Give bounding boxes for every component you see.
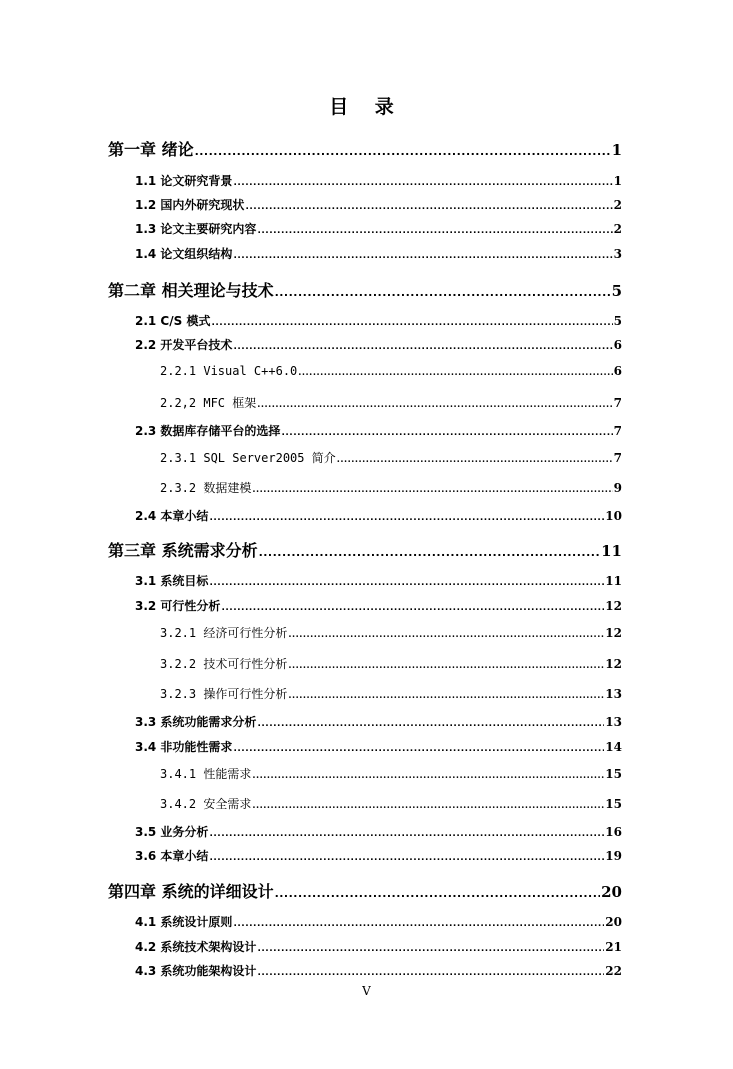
toc-entry-section-1-1[interactable] xyxy=(135,172,622,189)
dot-leader xyxy=(257,940,604,954)
dot-leader xyxy=(252,481,612,495)
toc-entry-label: 4.1 系统设计原则 xyxy=(135,915,233,929)
toc-entry-section-1-2[interactable] xyxy=(135,196,622,213)
toc-entry-label: 3.2 可行性分析 xyxy=(135,599,221,613)
toc-entry-page: 13 xyxy=(605,687,622,701)
toc-entry-section-3-2[interactable] xyxy=(135,597,622,614)
dot-leader xyxy=(209,574,604,588)
toc-entry-chapter-1[interactable] xyxy=(108,137,622,160)
toc-entry-sub-3-2-1[interactable] xyxy=(160,624,622,641)
toc-entry-page: 3 xyxy=(613,247,622,261)
dot-leader xyxy=(209,849,604,863)
dot-leader xyxy=(195,140,611,159)
toc-entry-label: 3.5 业务分析 xyxy=(135,825,209,839)
toc-entry-page: 7 xyxy=(613,424,622,438)
toc-entry-page: 12 xyxy=(605,657,622,671)
toc-entry-page: 6 xyxy=(613,338,622,352)
toc-entry-section-4-3[interactable] xyxy=(135,962,622,979)
toc-entry-page: 9 xyxy=(613,481,622,495)
toc-entry-label: 3.2.2 技术可行性分析 xyxy=(160,657,288,671)
toc-entry-page: 15 xyxy=(605,797,622,811)
toc-entry-page: 22 xyxy=(605,964,622,978)
toc-entry-page: 2 xyxy=(613,198,622,212)
dot-leader xyxy=(288,626,604,640)
toc-entry-page: 12 xyxy=(605,599,622,613)
dot-leader xyxy=(298,364,612,378)
toc-entry-page: 10 xyxy=(605,509,622,523)
dot-leader xyxy=(233,915,604,929)
toc-entry-page: 2 xyxy=(613,222,622,236)
toc-entry-page: 12 xyxy=(605,626,622,640)
toc-entry-chapter-2[interactable] xyxy=(108,278,622,301)
toc-entry-section-2-3[interactable] xyxy=(135,422,622,439)
dot-leader xyxy=(211,314,612,328)
toc-entry-section-1-4[interactable] xyxy=(135,245,622,262)
toc-entry-label: 4.2 系统技术架构设计 xyxy=(135,940,257,954)
toc-entry-section-3-4[interactable] xyxy=(135,738,622,755)
toc-entry-label: 2.4 本章小结 xyxy=(135,509,209,523)
toc-entry-sub-2-2-1[interactable] xyxy=(160,364,622,378)
toc-entry-page: 13 xyxy=(605,715,622,729)
page-number: V xyxy=(362,984,371,998)
dot-leader xyxy=(257,964,604,978)
toc-entry-page: 19 xyxy=(605,849,622,863)
toc-entry-label: 1.3 论文主要研究内容 xyxy=(135,222,257,236)
toc-entry-page: 15 xyxy=(605,767,622,781)
toc-entry-page: 5 xyxy=(613,314,622,328)
toc-entry-section-4-2[interactable] xyxy=(135,938,622,955)
toc-entry-page: 7 xyxy=(613,451,622,465)
dot-leader xyxy=(337,451,613,465)
toc-entry-label: 3.4.1 性能需求 xyxy=(160,767,252,781)
toc-entry-section-3-5[interactable] xyxy=(135,823,622,840)
toc-entry-section-2-1[interactable] xyxy=(135,312,622,329)
toc-entry-label: 2.3.1 SQL Server2005 简介 xyxy=(160,451,336,465)
dot-leader xyxy=(233,174,612,188)
toc-entry-page: 14 xyxy=(605,740,622,754)
toc-entry-label: 3.2.3 操作可行性分析 xyxy=(160,687,288,701)
toc-entry-sub-3-4-2[interactable] xyxy=(160,795,622,812)
dot-leader xyxy=(233,247,612,261)
toc-entry-page: 1 xyxy=(613,174,622,188)
dot-leader xyxy=(275,281,611,300)
dot-leader xyxy=(281,424,612,438)
toc-entry-label: 1.2 国内外研究现状 xyxy=(135,198,245,212)
toc-entry-page: 7 xyxy=(613,396,622,410)
toc-entry-label: 3.6 本章小结 xyxy=(135,849,209,863)
toc-entry-section-3-1[interactable] xyxy=(135,572,622,589)
dot-leader xyxy=(252,767,604,781)
dot-leader xyxy=(252,797,604,811)
dot-leader xyxy=(233,338,612,352)
toc-entry-section-1-3[interactable] xyxy=(135,220,622,237)
toc-entry-label: 3.4.2 安全需求 xyxy=(160,797,252,811)
toc-title: 目 录 xyxy=(329,96,404,118)
toc-entry-sub-3-2-2[interactable] xyxy=(160,655,622,672)
toc-entry-sub-2-3-2[interactable] xyxy=(160,479,622,496)
dot-leader xyxy=(233,740,604,754)
toc-entry-page: 21 xyxy=(605,940,622,954)
toc-entry-page: 6 xyxy=(613,364,622,378)
toc-entry-label: 2.2,2 MFC 框架 xyxy=(160,396,257,410)
toc-entry-page: 16 xyxy=(605,825,622,839)
dot-leader xyxy=(245,198,612,212)
toc-entry-page: 20 xyxy=(601,883,622,901)
dot-leader xyxy=(209,825,604,839)
toc-entry-sub-2-3-1[interactable] xyxy=(160,449,622,466)
toc-entry-label: 1.1 论文研究背景 xyxy=(135,174,233,188)
toc-entry-label: 2.3 数据库存储平台的选择 xyxy=(135,424,281,438)
dot-leader xyxy=(259,541,601,560)
toc-entry-page: 11 xyxy=(605,574,622,588)
toc-entry-section-4-1[interactable] xyxy=(135,913,622,930)
toc-entry-chapter-4[interactable] xyxy=(108,879,622,902)
dot-leader xyxy=(257,222,612,236)
toc-entry-sub-3-4-1[interactable] xyxy=(160,765,622,782)
dot-leader xyxy=(275,882,601,901)
toc-entry-label: 第四章 系统的详细设计 xyxy=(108,882,274,901)
toc-entry-section-2-2[interactable] xyxy=(135,336,622,353)
toc-entry-section-2-4[interactable] xyxy=(135,507,622,524)
toc-entry-page: 20 xyxy=(605,915,622,929)
toc-entry-label: 3.3 系统功能需求分析 xyxy=(135,715,257,729)
dot-leader xyxy=(257,396,612,410)
toc-entry-label: 2.3.2 数据建模 xyxy=(160,481,252,495)
toc-entry-label: 4.3 系统功能架构设计 xyxy=(135,964,257,978)
dot-leader xyxy=(257,715,604,729)
toc-entry-page: 11 xyxy=(601,542,622,560)
toc-entry-label: 2.2.1 Visual C++6.0 xyxy=(160,364,298,378)
dot-leader xyxy=(288,687,604,701)
dot-leader xyxy=(221,599,604,613)
dot-leader xyxy=(288,657,604,671)
toc-entry-sub-3-2-3[interactable] xyxy=(160,685,622,702)
toc-entry-chapter-3[interactable] xyxy=(108,538,622,561)
toc-entry-page: 5 xyxy=(611,282,622,300)
toc-entry-label: 2.1 C/S 模式 xyxy=(135,314,211,328)
toc-entry-label: 2.2 开发平台技术 xyxy=(135,338,233,352)
toc-entry-label: 3.4 非功能性需求 xyxy=(135,740,233,754)
dot-leader xyxy=(209,509,604,523)
toc-entry-section-3-6[interactable] xyxy=(135,847,622,864)
toc-entry-label: 3.2.1 经济可行性分析 xyxy=(160,626,288,640)
toc-entry-label: 第一章 绪论 xyxy=(108,140,194,159)
toc-entry-sub-2-2-2[interactable] xyxy=(160,394,622,411)
toc-entry-label: 3.1 系统目标 xyxy=(135,574,209,588)
toc-entry-section-3-3[interactable] xyxy=(135,713,622,730)
toc-entry-label: 1.4 论文组织结构 xyxy=(135,247,233,261)
toc-entry-label: 第二章 相关理论与技术 xyxy=(108,281,274,300)
toc-entry-page: 1 xyxy=(611,141,622,159)
toc-entry-label: 第三章 系统需求分析 xyxy=(108,541,258,560)
